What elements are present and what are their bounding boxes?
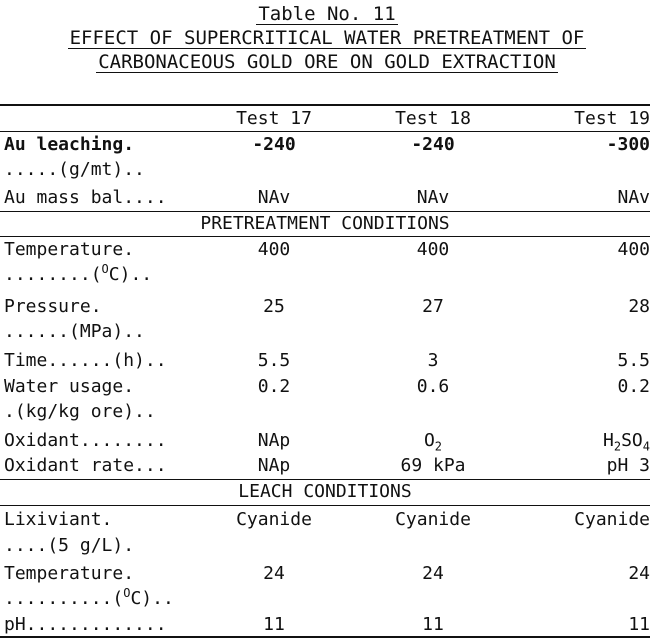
temperature-pre-test17: 400: [257, 239, 291, 260]
oxidant-test19: $H_2SO_4$: [603, 430, 650, 454]
temperature-leach-test19: 24: [628, 563, 650, 584]
lixiviant-test18: Cyanide: [395, 509, 471, 530]
au-mass-bal-test18: NAv: [416, 187, 450, 208]
section-rule-leach-bottom: [0, 505, 650, 506]
row-sublabel-temperature-leach: ..........($^O$C)..: [4, 586, 174, 609]
row-sublabel-temperature-pre: ........($^O$C)..: [4, 262, 153, 285]
water-usage-test19: 0.2: [617, 376, 650, 397]
row-label-pressure: Pressure.: [4, 296, 102, 317]
bottom-rule: [0, 636, 650, 638]
temperature-pre-test19: 400: [617, 239, 650, 260]
ph-test17: 11: [263, 614, 285, 635]
row-label-water-usage: Water usage.: [4, 376, 135, 397]
oxidant-test17: NAp: [257, 430, 291, 451]
title-line-1: EFFECT OF SUPERCRITICAL WATER PRETREATMENT OF: [69, 27, 585, 49]
section-rule-leach-top: [0, 479, 650, 480]
pressure-test17: 25: [263, 296, 285, 317]
au-leaching-test19: -300: [606, 134, 650, 155]
row-label-temperature-leach: Temperature.: [4, 563, 135, 584]
row-sublabel-pressure: ......(MPa)..: [4, 321, 145, 342]
ph-test18: 11: [422, 614, 444, 635]
table-title: [0, 0, 654, 74]
time-test19: 5.5: [617, 350, 650, 371]
col-header-test17: Test 17: [236, 108, 312, 129]
section-rule-pretreatment-top: [0, 211, 650, 212]
oxidant-rate-test19: pH 3: [606, 455, 650, 476]
lixiviant-test19: Cyanide: [574, 509, 650, 530]
oxidant-test18: $O_2$: [423, 430, 443, 454]
row-label-oxidant: Oxidant........: [4, 430, 167, 451]
pressure-test18: 27: [422, 296, 444, 317]
table-number: Table No. 11: [258, 3, 396, 25]
top-rule: [0, 104, 650, 106]
row-label-au-mass-bal: Au mass bal....: [4, 187, 167, 208]
title-line-2: CARBONACEOUS GOLD ORE ON GOLD EXTRACTION: [98, 51, 556, 73]
temperature-leach-test17: 24: [263, 563, 285, 584]
au-mass-bal-test19: NAv: [617, 187, 650, 208]
time-test17: 5.5: [257, 350, 291, 371]
oxidant-rate-test18: 69 kPa: [400, 455, 466, 476]
row-label-lixiviant: Lixiviant.: [4, 509, 113, 530]
section-leach: LEACH CONDITIONS: [238, 481, 412, 502]
row-label-temperature-pre: Temperature.: [4, 239, 135, 260]
row-sublabel-water-usage: .(kg/kg ore)..: [4, 401, 156, 422]
water-usage-test18: 0.6: [416, 376, 450, 397]
section-pretreatment: PRETREATMENT CONDITIONS: [200, 213, 450, 234]
row-sublabel-lixiviant: ....(5 g/L).: [4, 535, 135, 556]
au-leaching-test17: -240: [252, 134, 296, 155]
time-test18: 3: [427, 350, 439, 371]
temperature-leach-test18: 24: [422, 563, 444, 584]
pressure-test19: 28: [628, 296, 650, 317]
au-mass-bal-test17: NAv: [257, 187, 291, 208]
temperature-pre-test18: 400: [416, 239, 450, 260]
au-leaching-test18: -240: [411, 134, 455, 155]
row-label-time: Time......(h)..: [4, 350, 167, 371]
ph-test19: 11: [628, 614, 650, 635]
row-label-au-leaching: Au leaching.: [4, 134, 135, 155]
row-label-ph: pH.............: [4, 614, 167, 635]
row-label-oxidant-rate: Oxidant rate...: [4, 455, 167, 476]
section-rule-pretreatment-bottom: [0, 236, 650, 237]
row-sublabel-au-leaching: .....(g/mt)..: [4, 159, 145, 180]
water-usage-test17: 0.2: [257, 376, 291, 397]
col-header-test18: Test 18: [395, 108, 471, 129]
lixiviant-test17: Cyanide: [236, 509, 312, 530]
col-header-test19: Test 19: [574, 108, 650, 129]
oxidant-rate-test17: NAp: [257, 455, 291, 476]
header-rule: [0, 131, 650, 132]
